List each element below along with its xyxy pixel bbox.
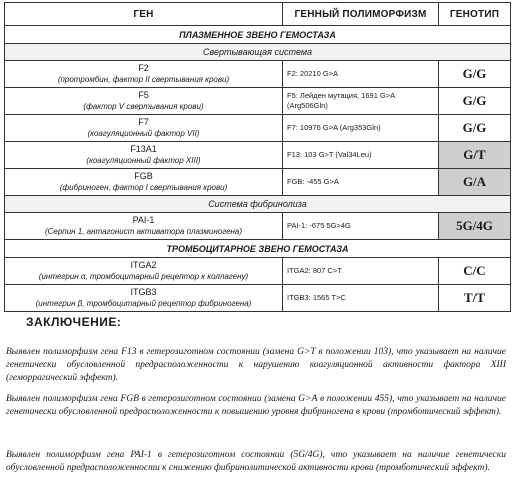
header-gene: ГЕН xyxy=(5,3,283,26)
genotype-cell: G/T xyxy=(439,142,511,169)
gene-cell xyxy=(5,258,283,285)
genotype-cell: 5G/4G xyxy=(439,213,511,240)
subsection-title-coag: Свертывающая система xyxy=(5,44,511,61)
gene-description: (коагуляционный фактор XIII) xyxy=(86,156,201,165)
table-header-row xyxy=(5,3,511,26)
gene-cell xyxy=(5,115,283,142)
header-genotype: ГЕНОТИП xyxy=(439,3,511,26)
gene-cell xyxy=(5,169,283,196)
gene-cell xyxy=(5,61,283,88)
gene-description: (интегрин α, тромбоцитарный рецептор к коллагену) xyxy=(38,272,249,281)
polymorphism-cell: F7: 10976 G>A (Arg353Gln) xyxy=(283,115,439,142)
gene-cell xyxy=(5,285,283,312)
gene-name: F7 xyxy=(138,117,149,127)
genotype-cell: G/G xyxy=(439,88,511,115)
platelet-rows xyxy=(5,258,511,312)
gene-description: (фактор V свертывания крови) xyxy=(83,102,204,111)
polymorphism-cell: F5: Лейден мутация, 1691 G>A (Arg506Gln) xyxy=(283,88,439,115)
gene-description: (протромбин, фактор II свертывания крови) xyxy=(57,75,230,84)
conclusion-paragraph: Выявлен полиморфизм гена FGB в гетерозиготном состоянии (замена G>A в положении 455), что указывает на наличие генетически обусловленной предрасположенности к повышению уровня фибриногена в крови (тромботический эффект). xyxy=(6,394,506,417)
polymorphism-cell: PAI-1: -675 5G>4G xyxy=(283,213,439,240)
gene-description: (Серпин 1, антагонист активатора плазминогена) xyxy=(44,227,243,236)
gene-name: ITGB3 xyxy=(130,287,157,297)
conclusion-paragraph: Выявлен полиморфизм гена F13 в гетерозиготном состоянии (замена G>T в положении 103), что указывает на наличие генетически обусловленной предрасположенности к нарушению коагуляционной активности фактора XIII (геморрагический эффект). xyxy=(6,347,506,383)
gene-cell xyxy=(5,213,283,240)
conclusion-title: ЗАКЛЮЧЕНИЕ: xyxy=(26,315,122,329)
genotype-cell: C/C xyxy=(439,258,511,285)
fibrino-rows xyxy=(5,213,511,240)
table-row xyxy=(5,61,511,88)
table-row xyxy=(5,258,511,285)
gene-name: F2 xyxy=(138,63,149,73)
subsection-title-fibrino: Система фибринолиза xyxy=(5,196,511,213)
genotype-cell: G/A xyxy=(439,169,511,196)
table-row xyxy=(5,88,511,115)
header-polymorphism: ГЕННЫЙ ПОЛИМОРФИЗМ xyxy=(283,3,439,26)
section-title-platelet: ТРОМБОЦИТАРНОЕ ЗВЕНО ГЕМОСТАЗА xyxy=(5,240,511,258)
coag-rows xyxy=(5,61,511,196)
table-row xyxy=(5,285,511,312)
polymorphism-cell: F13: 103 G>T (Val34Leu) xyxy=(283,142,439,169)
gene-cell xyxy=(5,142,283,169)
section-title-plasma: ПЛАЗМЕННОЕ ЗВЕНО ГЕМОСТАЗА xyxy=(5,26,511,44)
genotype-cell: G/G xyxy=(439,115,511,142)
gene-name: PAI-1 xyxy=(132,215,155,225)
table-row xyxy=(5,142,511,169)
section-row-platelet xyxy=(5,240,511,258)
polymorphism-cell: FGB: -455 G>A xyxy=(283,169,439,196)
gene-description: (фибриноген, фактор I свертывания крови) xyxy=(59,183,228,192)
gene-name: FGB xyxy=(134,171,153,181)
subsection-row-fibrino xyxy=(5,196,511,213)
polymorphism-cell: ITGA2: 807 C>T xyxy=(283,258,439,285)
conclusion-paragraph: Выявлен полиморфизм гена PAI-1 в гетерозиготном состоянии (5G/4G), что указывает на наличие генетически обусловленной предрасположенности к снижению фибринолитической активности крови (тромботический эффект). xyxy=(6,450,506,473)
gene-name: F5 xyxy=(138,90,149,100)
gene-cell xyxy=(5,88,283,115)
table-row xyxy=(5,169,511,196)
gene-name: F13A1 xyxy=(130,144,157,154)
table-row xyxy=(5,115,511,142)
polymorphism-cell: F2: 20210 G>A xyxy=(283,61,439,88)
genotype-cell: G/G xyxy=(439,61,511,88)
section-row-plasma xyxy=(5,26,511,44)
subsection-row-coag xyxy=(5,44,511,61)
genetics-table xyxy=(4,2,511,312)
gene-description: (интегрин β, тромбоцитарный рецептор фибриногена) xyxy=(35,299,252,308)
gene-name: ITGA2 xyxy=(130,260,157,270)
gene-description: (коагуляционный фактор VII) xyxy=(87,129,200,138)
genotype-cell: T/T xyxy=(439,285,511,312)
polymorphism-cell: ITGB3: 1565 T>C xyxy=(283,285,439,312)
table-row xyxy=(5,213,511,240)
